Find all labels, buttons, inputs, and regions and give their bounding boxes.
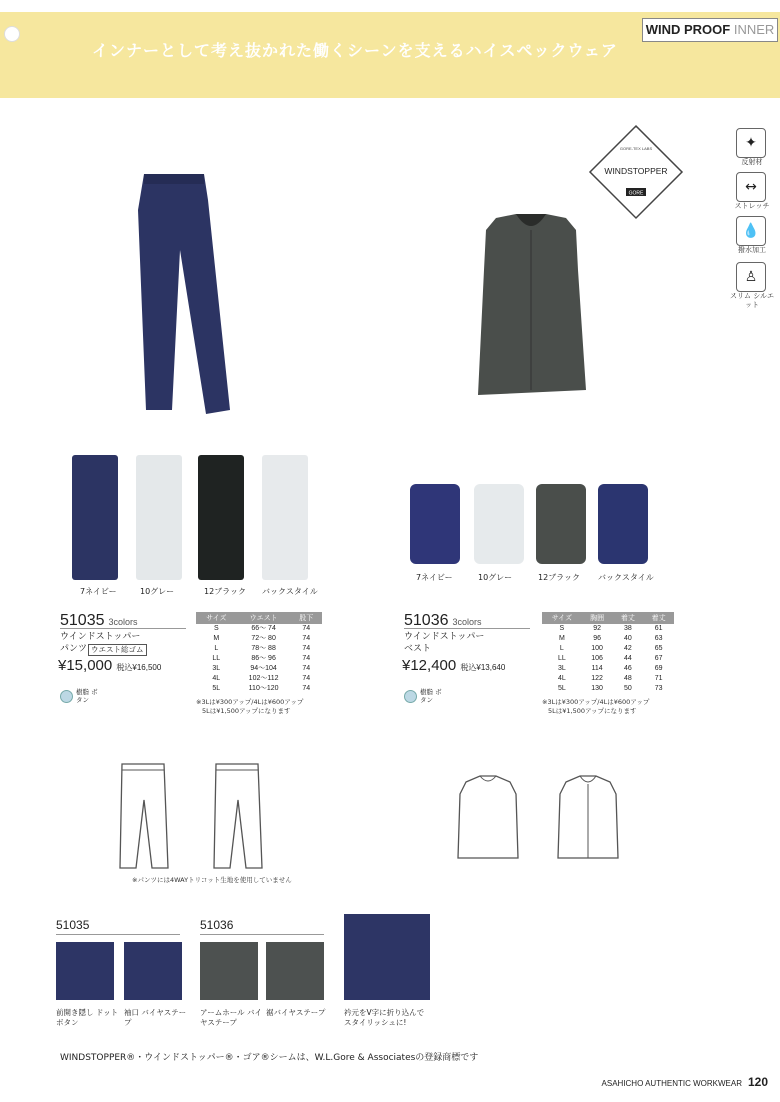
pants-back-thumb [262, 455, 308, 580]
color-label: バックスタイル [598, 573, 654, 582]
cell: 92 [593, 625, 602, 632]
detail-label: 袖口 バイヤステープ [124, 1008, 187, 1027]
col-header: 着丈 [643, 612, 674, 624]
col-header: ウエスト [237, 612, 291, 624]
cell: 96 [593, 635, 602, 642]
vest-size-table [542, 612, 674, 694]
detail-label: 裾バイヤステープ [266, 1008, 326, 1017]
cell: 5L [557, 685, 566, 692]
detail-armhole [200, 942, 258, 1000]
tag-light: INNER [733, 22, 775, 37]
vest-main-image [466, 210, 596, 400]
cell: 122 [591, 675, 603, 682]
cell: 74 [302, 685, 311, 692]
col-header: サイズ [196, 612, 237, 624]
waist-tag: ウエスト総ゴム [88, 644, 147, 656]
divider [56, 934, 180, 935]
button-label: 樹脂 ボタン [420, 688, 442, 704]
cell: 86～ 96 [251, 655, 276, 662]
slim-silhouette-icon: ♙ [736, 262, 766, 292]
size-note: 5Lは¥1,500アップになります [202, 707, 291, 715]
detail-code: 51035 [56, 918, 90, 932]
color-label: 7ネイビー [80, 587, 117, 596]
size-note: 5Lは¥1,500アップになります [548, 707, 637, 715]
cell: M [213, 635, 220, 642]
feature-label: ストレッチ [734, 202, 770, 210]
pants-price: ¥15,000 税込¥16,500 [58, 657, 162, 674]
cell: 61 [654, 625, 663, 632]
reflector-icon: ✦ [736, 128, 766, 158]
cell: 74 [302, 675, 311, 682]
cell: 74 [302, 635, 311, 642]
cell: S [559, 625, 565, 632]
pants-main-image [126, 170, 236, 420]
cell: 106 [591, 655, 603, 662]
cell: 94～104 [250, 665, 277, 672]
vest-black-thumb [536, 484, 586, 564]
cell: 48 [623, 675, 632, 682]
pants-navy-thumb [72, 455, 118, 580]
page-footer [602, 1075, 768, 1089]
detail-label: 衿元をV字に折り込んで スタイリッシュに! [344, 1008, 425, 1027]
cell: 65 [654, 645, 663, 652]
cell: 74 [302, 645, 311, 652]
cell: 4L [557, 675, 566, 682]
cell: 110～120 [248, 685, 279, 692]
cell: 69 [654, 665, 663, 672]
cell: L [559, 645, 564, 652]
pants-black-thumb [198, 455, 244, 580]
col-header: 股下 [291, 612, 322, 624]
size-note: ※3Lは¥300アップ/4Lは¥600アップ [196, 698, 304, 706]
page-title: インナーとして考え抜かれた働くシーンを支えるハイスペックウェア [92, 41, 618, 60]
feature-label: 撥水加工 [738, 246, 766, 254]
cell: 71 [654, 675, 663, 682]
cell: 50 [623, 685, 632, 692]
cell: 38 [623, 625, 632, 632]
pants-flat-drawing [116, 760, 276, 872]
cell: 44 [623, 655, 632, 662]
divider [60, 628, 186, 629]
detail-front-button [56, 942, 114, 1000]
color-label: 10グレー [140, 587, 175, 596]
pants-type: パンツ [60, 644, 88, 654]
cell: L [214, 645, 219, 652]
trademark-note: WINDSTOPPER®・ウインドストッパー®・ゴア®シームは、W.L.Gore & Associatesの登録商標です [60, 1053, 479, 1063]
vest-back-thumb [598, 484, 648, 564]
stretch-icon: ↔ [736, 172, 766, 202]
cell: LL [557, 655, 566, 662]
vest-type: ベスト [404, 644, 432, 654]
cell: 42 [623, 645, 632, 652]
tag-dark: WIND PROOF [645, 22, 731, 37]
detail-hem [266, 942, 324, 1000]
badge-sub: GORE-TEX LABS [619, 146, 653, 151]
cell: M [558, 635, 565, 642]
cell: 114 [591, 665, 603, 672]
vest-flat-drawing [456, 774, 630, 860]
vest-name: ウインドストッパー [404, 632, 485, 642]
brand: ASAHICHO AUTHENTIC WORKWEAR [601, 1079, 742, 1088]
cell: 63 [654, 635, 663, 642]
color-label: 12ブラック [204, 587, 247, 596]
detail-cuff [124, 942, 182, 1000]
detail-label: 前開き隠し ドットボタン [56, 1008, 119, 1027]
size-note: ※3Lは¥300アップ/4Lは¥600アップ [542, 698, 650, 706]
cell: 5L [212, 685, 221, 692]
col-header: 着丈 [612, 612, 643, 624]
cell: 78～ 88 [251, 645, 276, 652]
divider [200, 934, 324, 935]
cell: 74 [302, 665, 311, 672]
color-label: 12ブラック [538, 573, 581, 582]
binder-hole [4, 26, 20, 42]
cell: 3L [557, 665, 566, 672]
detail-label: アームホール バイヤステープ [200, 1008, 263, 1027]
pants-size-table [196, 612, 322, 694]
color-label: 7ネイビー [416, 573, 453, 582]
cell: 66～ 74 [251, 625, 276, 632]
feature-label: スリム シルエット [729, 292, 775, 309]
cell: 73 [654, 685, 663, 692]
badge-logo: GORE [628, 190, 644, 197]
vest-price: ¥12,400 税込¥13,640 [402, 657, 506, 674]
detail-collar [344, 914, 430, 1000]
color-label: バックスタイル [262, 587, 318, 596]
cell: S [213, 625, 219, 632]
water-repellent-icon: 💧 [736, 216, 766, 246]
cell: 100 [591, 645, 603, 652]
cell: 130 [591, 685, 603, 692]
cell: 4L [212, 675, 221, 682]
cell: 102～112 [248, 675, 279, 682]
pants-gray-thumb [136, 455, 182, 580]
col-header: 胸囲 [582, 612, 613, 624]
windstopper-badge [588, 124, 684, 220]
cell: 40 [623, 635, 632, 642]
vest-code: 51036 3colors [404, 612, 482, 629]
badge-text: WINDSTOPPER [604, 166, 668, 176]
pants-name: ウインドストッパー [60, 632, 141, 642]
feature-label: 反射材 [741, 158, 763, 166]
color-label: 10グレー [478, 573, 513, 582]
page-number: 120 [747, 1075, 768, 1089]
cell: 67 [654, 655, 663, 662]
resin-button-icon [404, 690, 417, 703]
vest-navy-thumb [410, 484, 460, 564]
cell: 74 [302, 625, 311, 632]
cell: 72～ 80 [251, 635, 276, 642]
cell: 74 [302, 655, 311, 662]
cell: 3L [212, 665, 221, 672]
cell: LL [212, 655, 221, 662]
flat-note: ※パンツには4WAYトリコット生地を使用していません [132, 876, 292, 884]
resin-button-icon [60, 690, 73, 703]
cell: 46 [623, 665, 632, 672]
divider [404, 628, 530, 629]
category-tag [642, 18, 778, 42]
button-label: 樹脂 ボタン [76, 688, 98, 704]
vest-gray-thumb [474, 484, 524, 564]
col-header: サイズ [542, 612, 582, 624]
detail-code: 51036 [200, 918, 234, 932]
pants-code: 51035 3colors [60, 612, 138, 629]
